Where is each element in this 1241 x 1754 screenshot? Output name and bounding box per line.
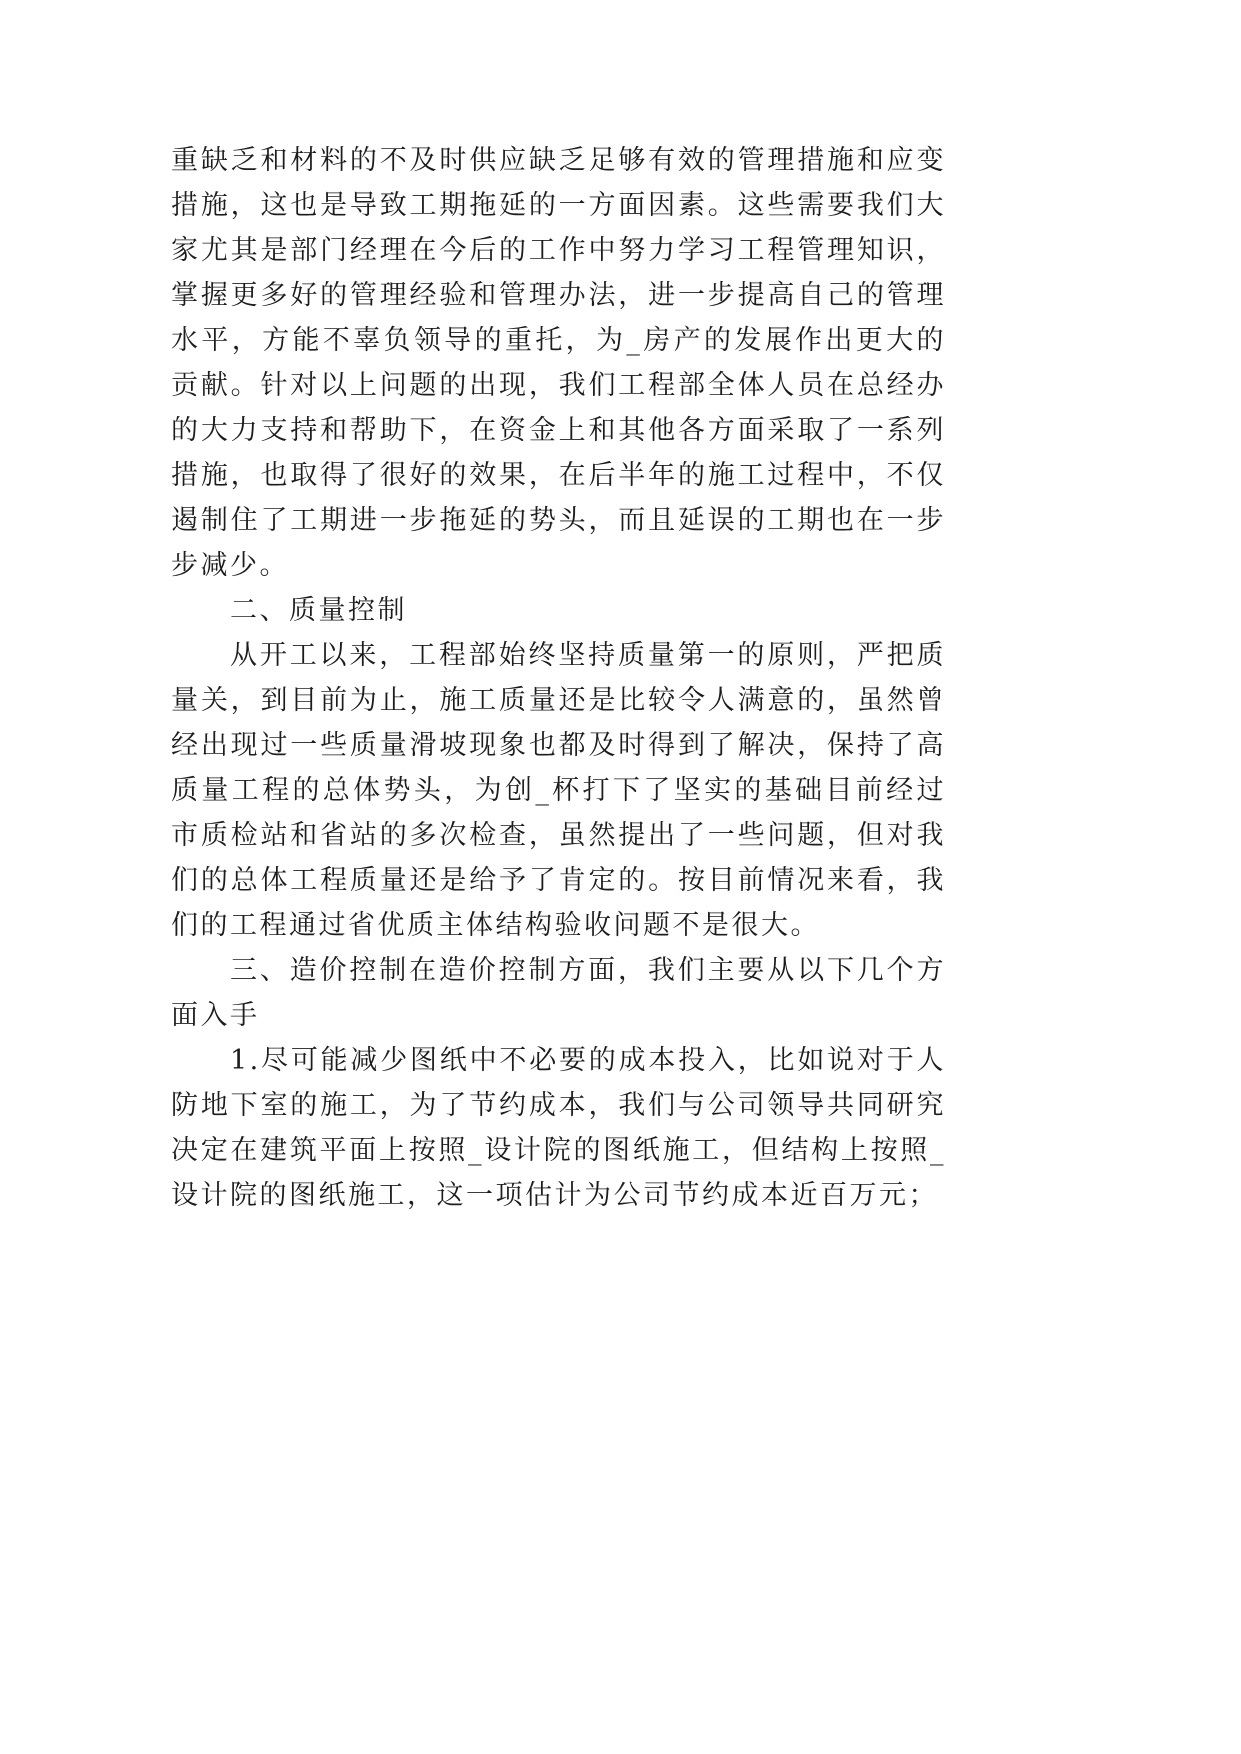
document-body — [171, 138, 946, 1218]
body-paragraph: 重缺乏和材料的不及时供应缺乏足够有效的管理措施和应变措施，这也是导致工期拖延的一方面因素。这些需要我们大家尤其是部门经理在今后的工作中努力学习工程管理知识，掌握更多好的管理经验和管理办法，进一步提高自己的管理水平，方能不辜负领导的重托，为_房产的发展作出更大的贡献。针对以上问题的出现，我们工程部全体人员在总经办的大力支持和帮助下，在资金上和其他各方面采取了一系列措施，也取得了很好的效果，在后半年的施工过程中，不仅遏制住了工期进一步拖延的势头，而且延误的工期也在一步步减少。 — [171, 145, 946, 581]
numbered-list-item: 1.尽可能减少图纸中不必要的成本投入，比如说对于人防地下室的施工，为了节约成本，我们与公司领导共同研究决定在建筑平面上按照_设计院的图纸施工，但结构上按照_设计院的图纸施工，这一项估计为公司节约成本近百万元； — [171, 1045, 946, 1211]
body-paragraph: 从开工以来，工程部始终坚持质量第一的原则，严把质量关，到目前为止，施工质量还是比较令人满意的，虽然曾经出现过一些质量滑坡现象也都及时得到了解决，保持了高质量工程的总体势头，为创_杯打下了坚实的基础目前经过市质检站和省站的多次检查，虽然提出了一些问题，但对我们的总体工程质量还是给予了肯定的。按目前情况来看，我们的工程通过省优质主体结构验收问题不是很大。 — [171, 640, 946, 941]
section-heading-quality-control: 二、质量控制 — [230, 595, 407, 626]
section-heading-cost-control: 三、造价控制在造价控制方面，我们主要从以下几个方面入手 — [171, 955, 946, 1031]
